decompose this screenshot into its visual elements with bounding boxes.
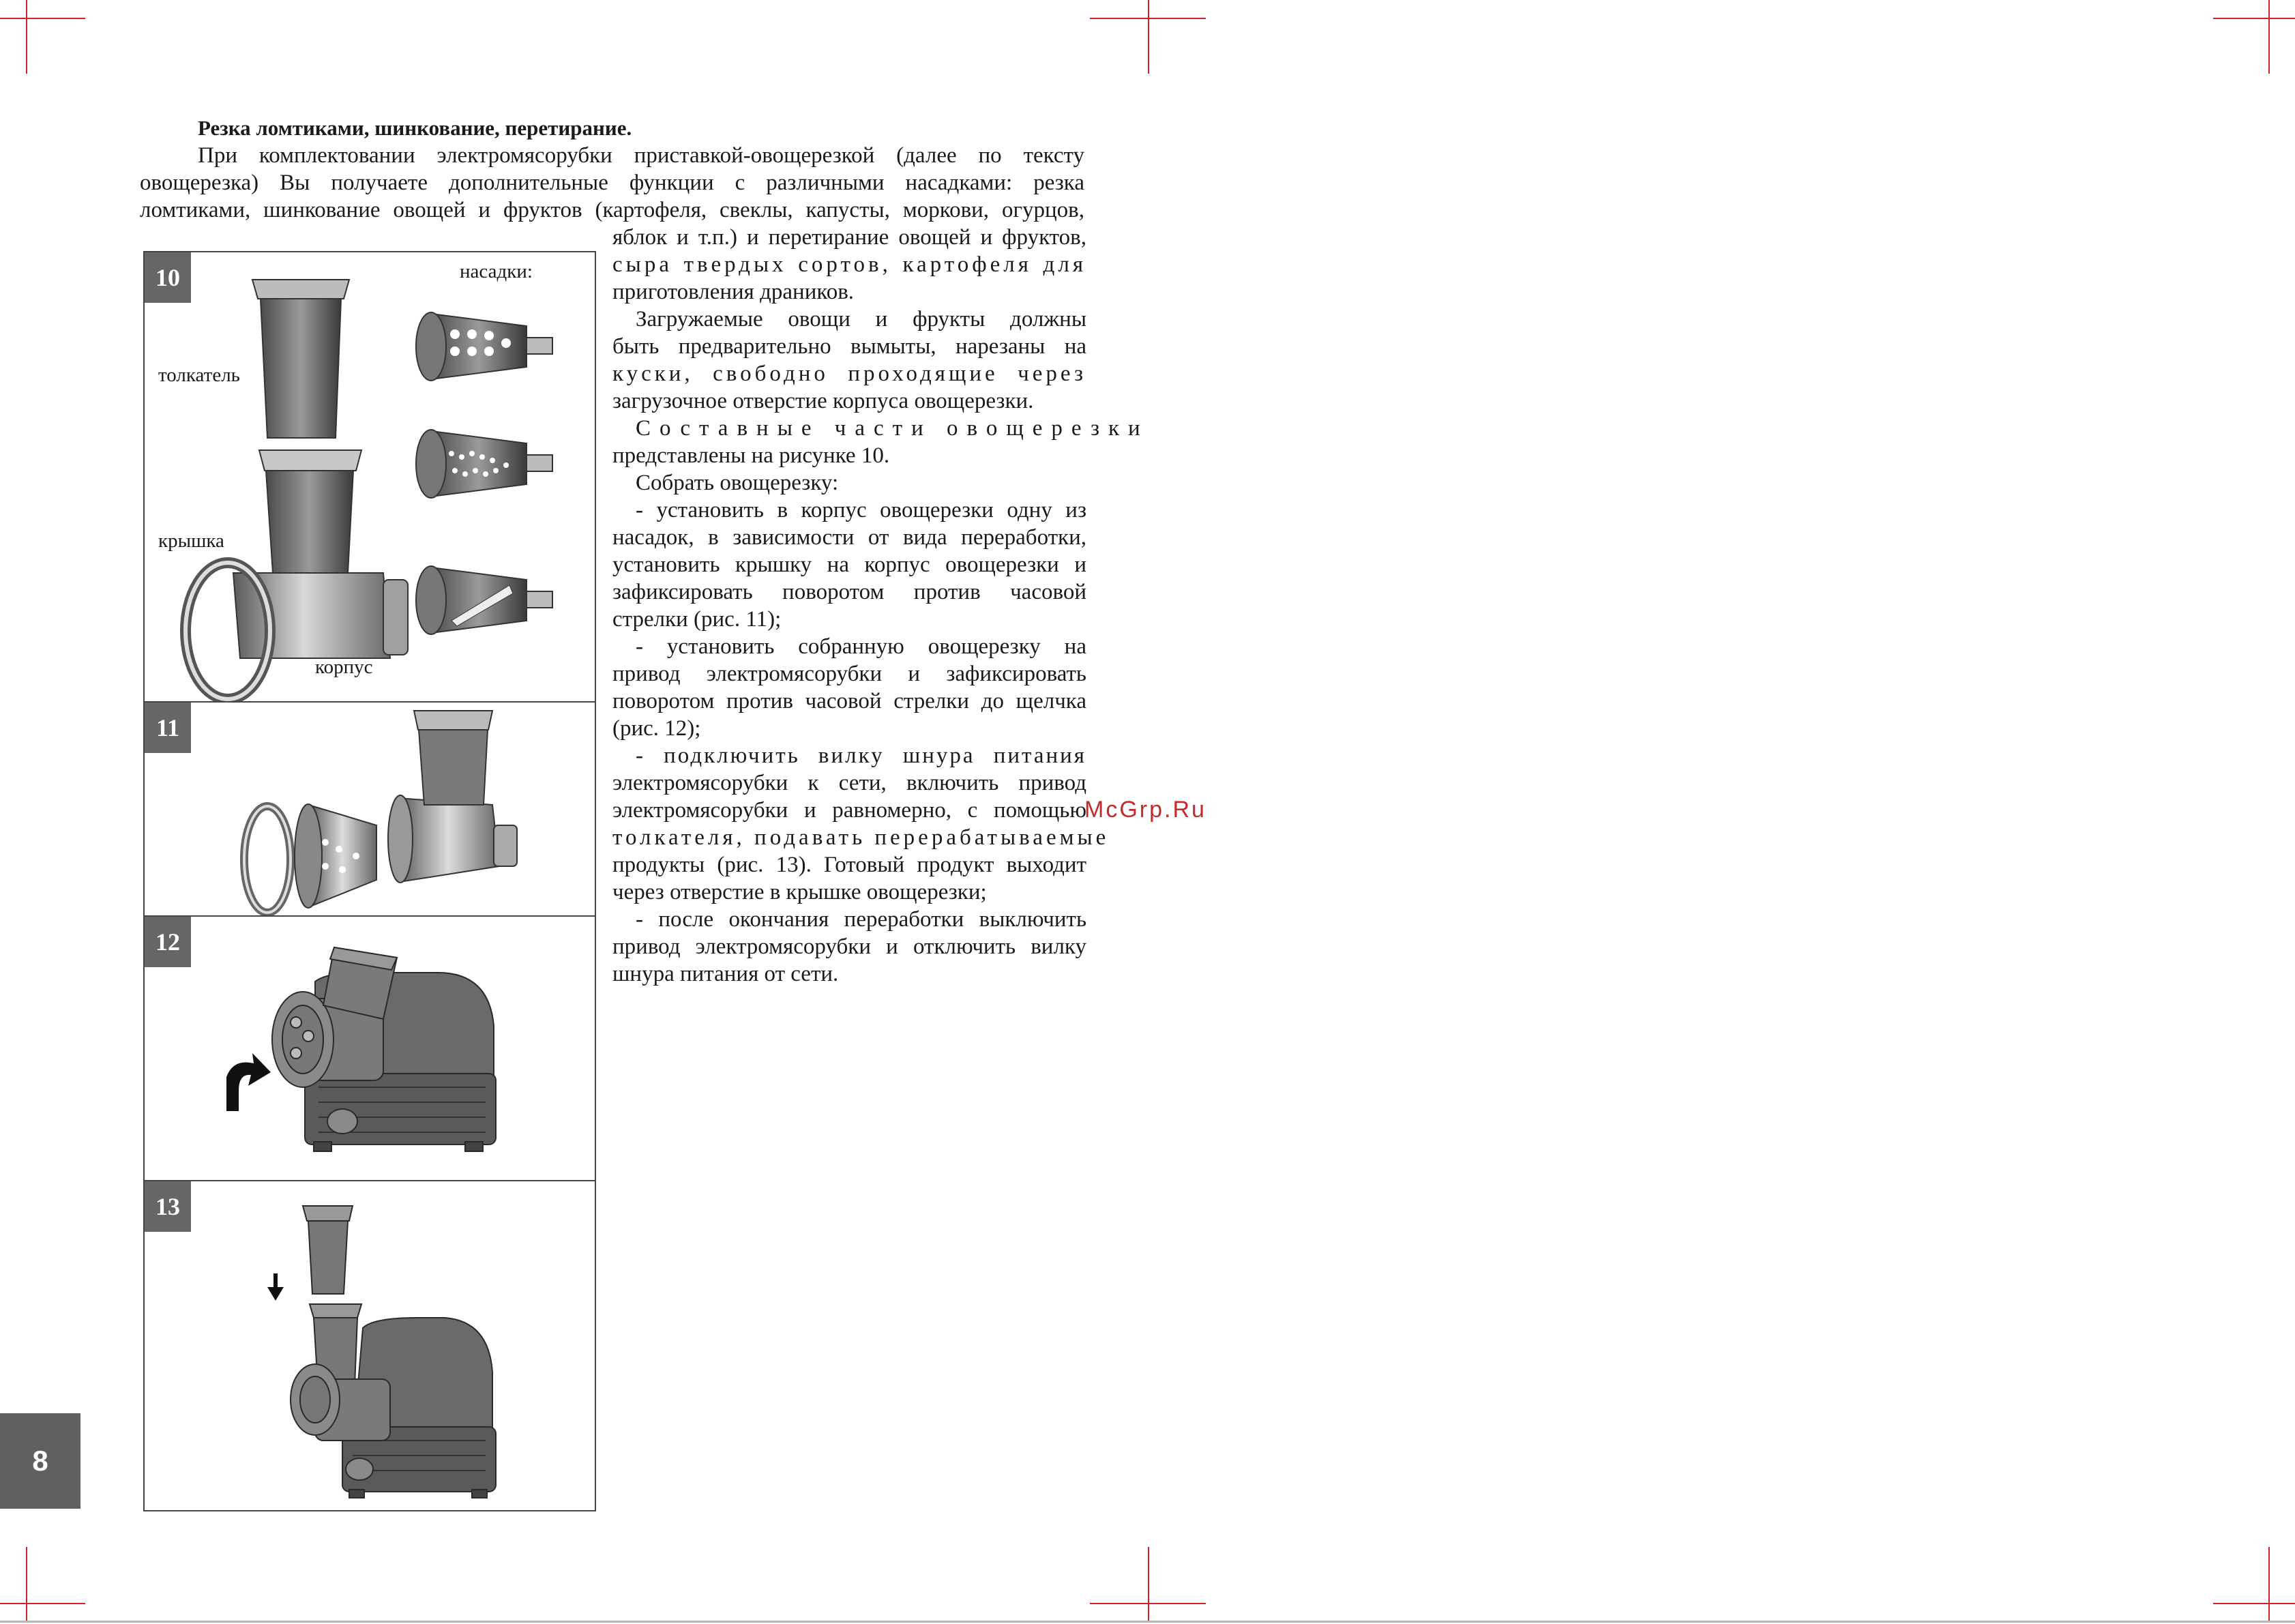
crop-mark — [1148, 1547, 1149, 1622]
nozzle-1-illustration — [416, 312, 552, 381]
figure-12-illustration — [145, 917, 597, 1183]
bottom-rule — [0, 1621, 2295, 1623]
figure-11 — [143, 701, 596, 917]
text-line: продукты (рис. 13). Готовый продукт выходит — [612, 853, 1086, 877]
text-line: представлены на рисунке 10. — [612, 443, 890, 468]
section-heading: Резка ломтиками, шинкование, перетирание. — [198, 116, 632, 140]
figure-number: 11 — [145, 703, 191, 753]
figure-10-illustration — [145, 252, 597, 704]
text-line: сыра твердых сортов, картофеля для — [612, 252, 1086, 277]
text-line: установить крышку на корпус овощерезки и — [612, 552, 1086, 577]
text-line: электромясорубки и равномерно, с помощью — [612, 798, 1086, 823]
text-line: быть предварительно вымыты, нарезаны на — [612, 334, 1086, 359]
text-line: - после окончания переработки выключить — [636, 907, 1086, 932]
text-line: зафиксировать поворотом против часовой — [612, 580, 1086, 604]
text-line: приготовления драников. — [612, 280, 855, 304]
crop-mark — [1148, 0, 1149, 74]
text-line: (рис. 12); — [612, 716, 701, 741]
lid-illustration — [259, 450, 361, 573]
text-line: электромясорубки к сети, включить привод — [612, 771, 1086, 795]
text-line: - установить собранную овощерезку на — [636, 634, 1086, 659]
label-nozzles: насадки: — [460, 261, 533, 282]
text-line: - установить в корпус овощерезки одну из — [636, 498, 1086, 522]
crop-mark — [1090, 18, 1206, 19]
figure-11-illustration — [145, 703, 597, 918]
text-line: привод электромясорубки и отключить вилку — [612, 934, 1086, 959]
figure-number: 10 — [145, 252, 191, 303]
page-number: 8 — [0, 1413, 80, 1509]
watermark: McGrp.Ru — [1084, 797, 1206, 823]
text-line: яблок и т.п.) и перетирание овощей и фруктов, — [612, 225, 1086, 250]
text-line: толкателя, подавать перерабатываемые — [612, 825, 1110, 850]
crop-mark — [2268, 1547, 2270, 1622]
figure-10 — [143, 251, 596, 703]
pusher-illustration — [252, 280, 349, 438]
figure-13 — [143, 1180, 596, 1511]
text-line: через отверстие в крышке овощерезки; — [612, 880, 987, 904]
figure-number: 13 — [145, 1181, 191, 1232]
text-line: - подключить вилку шнура питания — [636, 743, 1086, 768]
label-pusher: толкатель — [158, 364, 240, 386]
crop-mark — [1090, 1603, 1206, 1604]
body-illustration — [186, 563, 408, 699]
text-line: поворотом против часовой стрелки до щелчка — [612, 689, 1086, 713]
nozzle-2-illustration — [416, 430, 552, 498]
crop-mark — [2268, 0, 2270, 74]
text-line: загрузочное отверстие корпуса овощерезки. — [612, 389, 1034, 413]
label-lid: крышка — [158, 530, 224, 552]
figure-12 — [143, 915, 596, 1181]
text-line: Составные части овощерезки — [636, 416, 1149, 441]
label-body: корпус — [315, 656, 373, 678]
text-line: насадок, в зависимости от вида переработки, — [612, 525, 1086, 550]
figure-number: 12 — [145, 917, 191, 967]
rotate-arrow-icon — [226, 1053, 271, 1111]
text-line: ломтиками, шинкование овощей и фруктов (картофеля, свеклы, капусты, моркови, огурцов, — [140, 198, 1084, 222]
figure-13-illustration — [145, 1181, 597, 1513]
text-line: куски, свободно проходящие через — [612, 361, 1086, 386]
crop-mark — [26, 0, 27, 74]
text-line: привод электромясорубки и зафиксировать — [612, 662, 1086, 686]
nozzle-3-illustration — [416, 566, 552, 634]
text-line: стрелки (рис. 11); — [612, 607, 782, 632]
down-arrow-icon — [267, 1273, 284, 1301]
text-line: шнура питания от сети. — [612, 962, 839, 986]
text-line: Собрать овощерезку: — [636, 471, 839, 495]
crop-mark — [2213, 1603, 2295, 1604]
crop-mark — [0, 18, 85, 19]
crop-mark — [2213, 18, 2295, 19]
text-line: овощерезка) Вы получаете дополнительные функции с различными насадками: резка — [140, 171, 1084, 195]
text-line: Загружаемые овощи и фрукты должны — [636, 307, 1086, 331]
text-line: При комплектовании электромясорубки приставкой-овощерезкой (далее по тексту — [198, 143, 1084, 168]
crop-mark — [0, 1603, 85, 1604]
crop-mark — [26, 1547, 27, 1622]
